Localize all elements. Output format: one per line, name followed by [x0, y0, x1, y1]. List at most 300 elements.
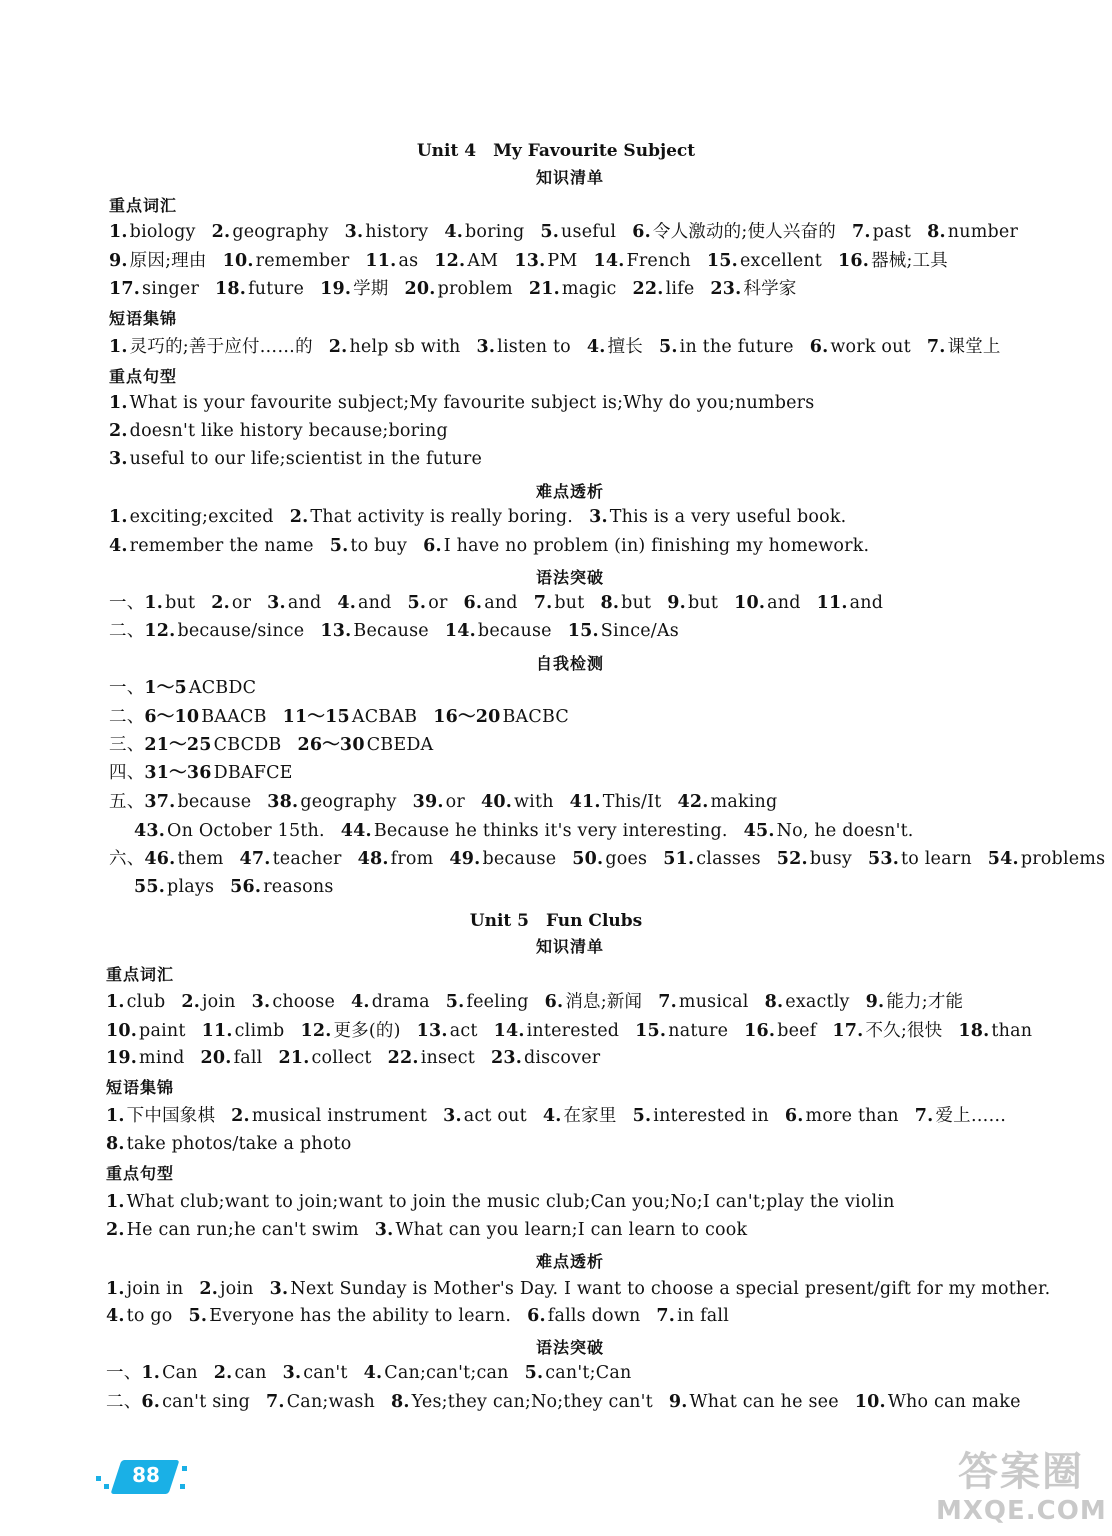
- item-answer: 擅长: [607, 337, 643, 357]
- watermark-en: MXQE.COM: [936, 1496, 1107, 1526]
- answer-item: [297, 735, 433, 755]
- item-answer: can't sing: [162, 1392, 251, 1412]
- item-answer: to go: [126, 1306, 173, 1326]
- answer-item: [659, 337, 794, 357]
- answer-item: [144, 707, 266, 727]
- item-answer: boring: [465, 222, 525, 242]
- item-answer: fall: [233, 1048, 263, 1068]
- item-answer: excellent: [739, 251, 823, 271]
- answer-item: [417, 1021, 478, 1041]
- answer-item: [408, 593, 448, 613]
- item-answer: can't: [303, 1363, 348, 1383]
- unit4-phrase-line: [109, 336, 1001, 358]
- answer-item: [240, 849, 342, 869]
- item-number: 6～10: [144, 707, 200, 727]
- item-answer: join: [202, 992, 236, 1012]
- item-answer: in the future: [679, 337, 794, 357]
- item-answer: PM: [547, 251, 578, 271]
- item-number: 39.: [412, 792, 444, 812]
- answer-item: [278, 1048, 371, 1068]
- section-prefix: 一、: [109, 593, 145, 613]
- item-answer: 灵巧的;善于应付……的: [129, 337, 313, 357]
- item-number: 19.: [106, 1048, 138, 1068]
- answer-item: [633, 279, 695, 299]
- item-answer: take photos/take a photo: [126, 1134, 352, 1154]
- item-number: 53.: [867, 849, 900, 869]
- page-number: 88: [132, 1463, 160, 1487]
- item-answer: can: [234, 1363, 267, 1383]
- item-number: 9.: [865, 992, 885, 1012]
- item-number: 10.: [734, 593, 766, 613]
- item-answer: What can you learn;I can learn to cook: [395, 1220, 748, 1240]
- answer-item: [144, 735, 281, 755]
- item-number: 21～25: [144, 735, 212, 755]
- answer-item: [423, 536, 869, 556]
- answer-item: [656, 1306, 729, 1326]
- item-number: 5.: [632, 1106, 652, 1126]
- item-answer: number: [947, 222, 1019, 242]
- answer-item: [855, 1392, 1021, 1412]
- unit5-difficulty-line: [106, 1278, 1050, 1300]
- answer-item: [290, 507, 573, 527]
- item-number: 3.: [344, 222, 364, 242]
- item-answer: with: [513, 792, 554, 812]
- answer-item: [214, 1363, 267, 1383]
- answer-item: [109, 393, 814, 413]
- item-number: 4.: [444, 222, 463, 242]
- item-answer: more than: [805, 1106, 899, 1126]
- item-number: 38.: [267, 792, 299, 812]
- item-number: 4.: [351, 992, 370, 1012]
- answer-item: [481, 792, 554, 812]
- item-number: 18.: [958, 1021, 990, 1041]
- item-number: 6.: [544, 992, 564, 1012]
- item-answer: Can: [162, 1363, 198, 1383]
- item-number: 42.: [677, 792, 709, 812]
- answer-item: [525, 1363, 632, 1383]
- item-number: 1.: [106, 1279, 125, 1299]
- watermark-cn: 答案圈: [958, 1449, 1084, 1495]
- item-number: 1.: [141, 1363, 161, 1383]
- item-number: 5.: [407, 593, 427, 613]
- item-number: 8.: [390, 1392, 410, 1412]
- item-answer: remember the name: [129, 536, 314, 556]
- item-answer: join in: [126, 1279, 184, 1299]
- item-number: 6.: [527, 1306, 546, 1326]
- item-number: 47.: [239, 849, 271, 869]
- unit5-phrase-line: [106, 1133, 351, 1155]
- answer-item: [267, 593, 321, 613]
- section-prefix: 三、: [109, 735, 145, 755]
- unit4-test-line: [109, 791, 777, 813]
- answer-item: [734, 593, 801, 613]
- item-number: 7.: [266, 1392, 285, 1412]
- item-number: 7.: [851, 222, 871, 242]
- answer-item: [365, 251, 418, 271]
- item-answer: and: [767, 593, 801, 613]
- item-number: 14.: [593, 251, 625, 271]
- answer-item: [109, 536, 314, 556]
- item-answer: to learn: [901, 849, 972, 869]
- answer-item: [106, 992, 165, 1012]
- answer-item: [958, 1021, 1032, 1041]
- decor-dot: [182, 1466, 187, 1471]
- item-number: 2.: [211, 222, 231, 242]
- item-answer: 下中国象棋: [126, 1106, 216, 1126]
- answer-item: [300, 1021, 400, 1041]
- answer-item: [212, 222, 329, 242]
- unit4-test-line: [109, 848, 1105, 870]
- answer-item: [927, 337, 1001, 357]
- answer-item: [267, 792, 396, 812]
- unit4-title: Unit 4 My Favourite Subject: [416, 141, 696, 161]
- item-answer: mind: [139, 1048, 185, 1068]
- item-number: 18.: [215, 279, 247, 299]
- answer-item: [838, 251, 948, 271]
- item-answer: This is a very useful book.: [609, 507, 847, 527]
- item-number: 12.: [144, 621, 176, 641]
- answer-item: [364, 1363, 509, 1383]
- item-number: 51.: [663, 849, 695, 869]
- item-answer: 在家里: [563, 1106, 617, 1126]
- item-number: 1.: [106, 992, 125, 1012]
- item-number: 6.: [423, 536, 442, 556]
- item-number: 3.: [267, 593, 286, 613]
- item-number: 11.: [201, 1021, 233, 1041]
- item-answer: interested: [526, 1021, 620, 1041]
- answer-item: [189, 1306, 512, 1326]
- answer-item: [109, 222, 196, 242]
- item-answer: That activity is really boring.: [310, 507, 574, 527]
- item-number: 8.: [764, 992, 784, 1012]
- answer-item: [476, 337, 570, 357]
- answer-item: [252, 992, 335, 1012]
- answer-item: [181, 992, 235, 1012]
- item-answer: life: [665, 279, 695, 299]
- section-prefix: 一、: [109, 678, 145, 698]
- item-number: 4.: [586, 337, 606, 357]
- item-answer: as: [398, 251, 419, 271]
- item-answer: magic: [561, 279, 617, 299]
- answer-item: [215, 279, 304, 299]
- unit4-difficulty-line: [109, 506, 846, 528]
- item-answer: problem: [437, 279, 513, 299]
- item-answer: interested in: [653, 1106, 769, 1126]
- item-answer: making: [710, 792, 778, 812]
- answer-item: [106, 1279, 183, 1299]
- item-answer: What club;want to join;want to join the music club;Can you;No;I can't;play the violin: [126, 1192, 895, 1212]
- item-answer: act: [449, 1021, 478, 1041]
- answer-item: [106, 1048, 185, 1068]
- item-answer: and: [484, 593, 518, 613]
- item-answer: paint: [139, 1021, 186, 1041]
- item-number: 4.: [337, 593, 357, 613]
- item-answer: BACBC: [502, 707, 569, 727]
- item-answer: exciting;excited: [129, 507, 274, 527]
- item-number: 9.: [668, 1392, 688, 1412]
- item-answer: drama: [371, 992, 430, 1012]
- item-answer: reasons: [263, 877, 334, 897]
- item-answer: listen to: [497, 337, 571, 357]
- unit5-grammar-heading: 语法突破: [535, 1338, 604, 1357]
- item-number: 6.: [809, 337, 829, 357]
- answer-item: [330, 536, 407, 556]
- item-answer: classes: [696, 849, 761, 869]
- item-number: 5.: [329, 536, 349, 556]
- item-answer: busy: [809, 849, 852, 869]
- item-answer: and: [287, 593, 322, 613]
- item-answer: Everyone has the ability to learn.: [209, 1306, 512, 1326]
- item-answer: Can;wash: [286, 1392, 375, 1412]
- answer-item: [109, 279, 199, 299]
- item-answer: Next Sunday is Mother's Day. I want to choose a special present/gift for my mother.: [290, 1279, 1051, 1299]
- item-number: 13.: [416, 1021, 448, 1041]
- item-number: 1.: [109, 393, 128, 413]
- item-number: 17.: [109, 279, 141, 299]
- answer-item: [375, 1220, 748, 1240]
- item-answer: 学期: [353, 279, 389, 299]
- item-number: 2.: [213, 1363, 233, 1383]
- item-number: 6.: [632, 222, 651, 242]
- unit5-grammar-line: [106, 1391, 1021, 1413]
- item-number: 7.: [914, 1106, 934, 1126]
- unit5-phrase-line: [106, 1105, 1006, 1127]
- item-number: 2.: [106, 1220, 125, 1240]
- item-number: 3.: [476, 337, 496, 357]
- item-number: 13.: [320, 621, 352, 641]
- item-answer: He can run;he can't swim: [126, 1220, 359, 1240]
- answer-item: [106, 1220, 359, 1240]
- item-number: 7.: [656, 1306, 676, 1326]
- item-answer: club: [126, 992, 166, 1012]
- unit5-vocab-line: [106, 1047, 600, 1069]
- answer-item: [744, 821, 914, 841]
- item-number: 3.: [589, 507, 608, 527]
- answer-item: [765, 992, 850, 1012]
- item-answer: 令人激动的;使人兴奋的: [652, 222, 836, 242]
- unit4-vocab-line: [109, 221, 1018, 243]
- item-answer: but: [165, 593, 196, 613]
- item-number: 9.: [109, 251, 128, 271]
- unit4-test-line: [109, 677, 256, 699]
- item-number: 12.: [434, 251, 466, 271]
- unit4-grammar-heading: 语法突破: [535, 568, 604, 587]
- answer-item: [744, 1021, 816, 1041]
- item-answer: I have no problem (in) finishing my homework.: [443, 536, 870, 556]
- answer-item: [988, 849, 1105, 869]
- item-number: 2.: [109, 421, 128, 441]
- item-answer: 原因;理由: [129, 251, 207, 271]
- item-number: 52.: [776, 849, 808, 869]
- item-answer: Who can make: [887, 1392, 1021, 1412]
- item-answer: and: [849, 593, 884, 613]
- item-number: 7.: [658, 992, 677, 1012]
- answer-item: [433, 707, 569, 727]
- item-answer: insect: [420, 1048, 475, 1068]
- item-number: 14.: [493, 1021, 525, 1041]
- unit4-sentence-line: [109, 392, 814, 414]
- item-number: 15.: [706, 251, 738, 271]
- item-number: 17.: [832, 1021, 864, 1041]
- item-number: 16.: [838, 251, 870, 271]
- item-number: 3.: [282, 1363, 302, 1383]
- item-answer: exactly: [785, 992, 850, 1012]
- item-number: 15.: [567, 621, 599, 641]
- item-answer: because: [482, 849, 557, 869]
- item-number: 2.: [328, 337, 348, 357]
- answer-item: [543, 1106, 617, 1126]
- item-number: 1.: [144, 593, 164, 613]
- item-answer: Since/As: [600, 621, 679, 641]
- item-answer: plays: [167, 877, 215, 897]
- item-answer: CBCDB: [213, 735, 282, 755]
- answer-item: [434, 251, 498, 271]
- item-answer: French: [626, 251, 691, 271]
- answer-item: [141, 1392, 250, 1412]
- item-number: 10.: [222, 251, 254, 271]
- unit4-test-line: [134, 820, 914, 842]
- item-answer: and: [358, 593, 392, 613]
- item-answer: because/since: [177, 621, 305, 641]
- item-answer: 能力;才能: [886, 992, 964, 1012]
- item-number: 11.: [365, 251, 397, 271]
- item-answer: 消息;新闻: [565, 992, 643, 1012]
- unit4-sentence-line: [109, 448, 482, 470]
- item-answer: beef: [777, 1021, 817, 1041]
- item-number: 1.: [109, 507, 128, 527]
- page-number-badge: [96, 1454, 196, 1500]
- section-prefix: 二、: [106, 1392, 142, 1412]
- answer-item: [494, 1021, 620, 1041]
- item-number: 5.: [540, 222, 560, 242]
- item-answer: to buy: [350, 536, 408, 556]
- unit4-grammar-line: [109, 620, 679, 642]
- answer-item: [283, 1363, 348, 1383]
- decor-dot: [104, 1484, 109, 1489]
- item-number: 16.: [744, 1021, 776, 1041]
- item-number: 1.: [109, 222, 128, 242]
- section-prefix: 一、: [106, 1363, 142, 1383]
- unit4-test-line: [109, 734, 433, 756]
- answer-item: [283, 707, 418, 727]
- item-answer: 更多(的): [333, 1021, 401, 1041]
- answer-item: [358, 849, 434, 869]
- answer-item: [677, 792, 777, 812]
- item-answer: can't;Can: [545, 1363, 632, 1383]
- watermark-logo: [936, 1448, 1106, 1532]
- item-answer: musical: [678, 992, 749, 1012]
- unit5-sentence-line: [106, 1191, 895, 1213]
- answer-item: [223, 251, 350, 271]
- answer-item: [413, 792, 465, 812]
- answer-item: [443, 1106, 527, 1126]
- answer-item: [270, 1279, 1051, 1299]
- item-answer: singer: [142, 279, 200, 299]
- unit4-difficulty-line: [109, 535, 869, 557]
- item-number: 7.: [533, 593, 553, 613]
- answer-item: [445, 621, 552, 641]
- item-answer: remember: [255, 251, 350, 271]
- answer-item: [106, 1106, 215, 1126]
- item-answer: work out: [830, 337, 911, 357]
- answer-item: [817, 593, 884, 613]
- item-answer: useful: [561, 222, 617, 242]
- answer-item: [144, 678, 256, 698]
- item-number: 21.: [278, 1048, 310, 1068]
- unit4-sentence-heading: 重点句型: [109, 367, 178, 386]
- unit5-vocab-heading: 重点词汇: [106, 965, 175, 984]
- item-number: 26～30: [297, 735, 365, 755]
- item-answer: because: [177, 792, 252, 812]
- item-answer: DBAFCE: [213, 763, 293, 783]
- item-number: 45.: [743, 821, 775, 841]
- unit4-test-line: [109, 706, 569, 728]
- item-answer: them: [177, 849, 224, 869]
- answer-item: [351, 992, 430, 1012]
- item-number: 21.: [528, 279, 560, 299]
- answer-item: [632, 222, 836, 242]
- item-number: 3.: [374, 1220, 394, 1240]
- section-prefix: 二、: [109, 621, 145, 641]
- answer-item: [527, 1306, 640, 1326]
- item-answer: geography: [300, 792, 397, 812]
- answer-item: [514, 251, 577, 271]
- answer-item: [633, 1106, 769, 1126]
- item-number: 23.: [490, 1048, 522, 1068]
- answer-item: [109, 421, 448, 441]
- answer-item: [391, 1392, 653, 1412]
- answer-item: [529, 279, 617, 299]
- item-answer: Because: [353, 621, 429, 641]
- item-number: 15.: [635, 1021, 667, 1041]
- answer-item: [320, 621, 429, 641]
- answer-item: [464, 593, 518, 613]
- item-number: 2.: [199, 1279, 219, 1299]
- item-number: 20.: [404, 279, 436, 299]
- item-number: 19.: [320, 279, 352, 299]
- item-answer: than: [991, 1021, 1033, 1041]
- unit5-difficulty-heading: 难点透析: [535, 1252, 604, 1271]
- unit4-test-heading: 自我检测: [535, 654, 604, 673]
- item-number: 56.: [230, 877, 262, 897]
- item-number: 22.: [387, 1048, 419, 1068]
- item-answer: goes: [605, 849, 648, 869]
- item-answer: 课堂上: [947, 337, 1001, 357]
- answer-item: [144, 621, 304, 641]
- item-answer: or: [231, 593, 252, 613]
- item-number: 2.: [231, 1106, 250, 1126]
- answer-item: [601, 593, 652, 613]
- item-answer: but: [621, 593, 652, 613]
- answer-item: [915, 1106, 1006, 1126]
- unit5-sentence-heading: 重点句型: [106, 1164, 175, 1183]
- item-number: 9.: [667, 593, 686, 613]
- item-number: 5.: [658, 337, 678, 357]
- item-number: 6.: [141, 1392, 161, 1412]
- answer-item: [866, 992, 964, 1012]
- unit4-test-line: [134, 876, 334, 898]
- answer-item: [868, 849, 972, 869]
- item-number: 3.: [269, 1279, 289, 1299]
- item-answer: 爱上……: [935, 1106, 1007, 1126]
- item-answer: future: [248, 279, 305, 299]
- answer-item: [341, 821, 728, 841]
- answer-item: [667, 593, 718, 613]
- item-number: 6.: [784, 1106, 804, 1126]
- answer-item: [388, 1048, 475, 1068]
- answer-item: [534, 593, 585, 613]
- item-answer: useful to our life;scientist in the future: [129, 449, 483, 469]
